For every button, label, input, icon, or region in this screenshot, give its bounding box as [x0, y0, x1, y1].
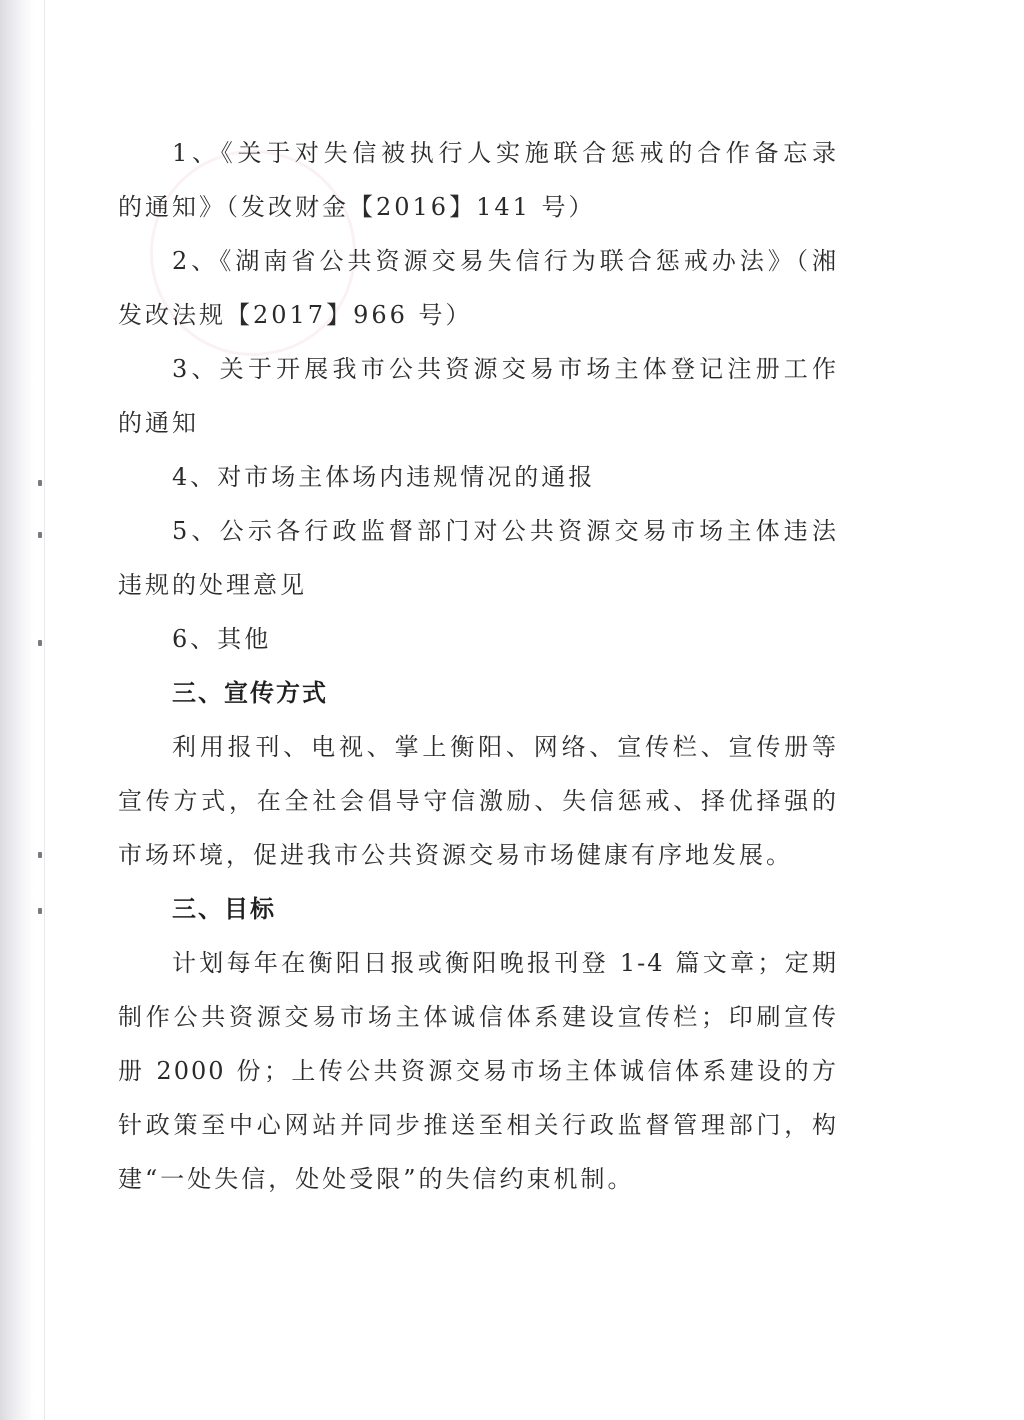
list-item-5-line-2: 违规的处理意见 — [118, 571, 307, 599]
section-heading-goals: 三、目标 — [172, 895, 276, 923]
scan-speck — [38, 640, 42, 646]
scan-speck — [38, 532, 42, 538]
publicity-paragraph-line-2: 宣传方式，在全社会倡导守信激励、失信惩戒、择优择强的 — [118, 787, 838, 815]
publicity-paragraph-line-3: 市场环境，促进我市公共资源交易市场健康有序地发展。 — [118, 841, 793, 869]
scan-binding-shadow — [0, 0, 34, 1420]
list-item-5-line-1: 5、公示各行政监督部门对公共资源交易市场主体违法 — [172, 517, 838, 545]
document-page — [118, 126, 838, 1206]
scan-speck — [38, 908, 42, 914]
scan-edge-line — [44, 0, 45, 1420]
scan-speck — [38, 480, 42, 486]
list-item-1-line-2: 的通知》（发改财金【2016】141 号） — [118, 193, 596, 221]
list-item-2-line-1: 2、《湖南省公共资源交易失信行为联合惩戒办法》（湘 — [172, 247, 838, 275]
list-item-1-line-1: 1、《关于对失信被执行人实施联合惩戒的合作备忘录 — [172, 139, 838, 167]
list-item-3-line-2: 的通知 — [118, 409, 199, 437]
list-item-4: 4、对市场主体场内违规情况的通报 — [172, 463, 596, 491]
goals-paragraph-line-5: 建“一处失信，处处受限”的失信约束机制。 — [118, 1165, 635, 1193]
goals-paragraph-line-3: 册 2000 份；上传公共资源交易市场主体诚信体系建设的方 — [118, 1057, 838, 1085]
scan-speck — [38, 852, 42, 858]
list-item-2-line-2: 发改法规【2017】966 号） — [118, 301, 473, 329]
goals-paragraph-line-4: 针政策至中心网站并同步推送至相关行政监督管理部门，构 — [118, 1111, 838, 1139]
goals-paragraph-line-1: 计划每年在衡阳日报或衡阳晚报刊登 1-4 篇文章；定期 — [172, 949, 838, 977]
goals-paragraph-line-2: 制作公共资源交易市场主体诚信体系建设宣传栏；印刷宣传 — [118, 1003, 838, 1031]
section-heading-publicity: 三、宣传方式 — [172, 679, 328, 707]
publicity-paragraph-line-1: 利用报刊、电视、掌上衡阳、网络、宣传栏、宣传册等 — [172, 733, 838, 761]
list-item-3-line-1: 3、关于开展我市公共资源交易市场主体登记注册工作 — [172, 355, 838, 383]
list-item-6: 6、其他 — [172, 625, 272, 653]
